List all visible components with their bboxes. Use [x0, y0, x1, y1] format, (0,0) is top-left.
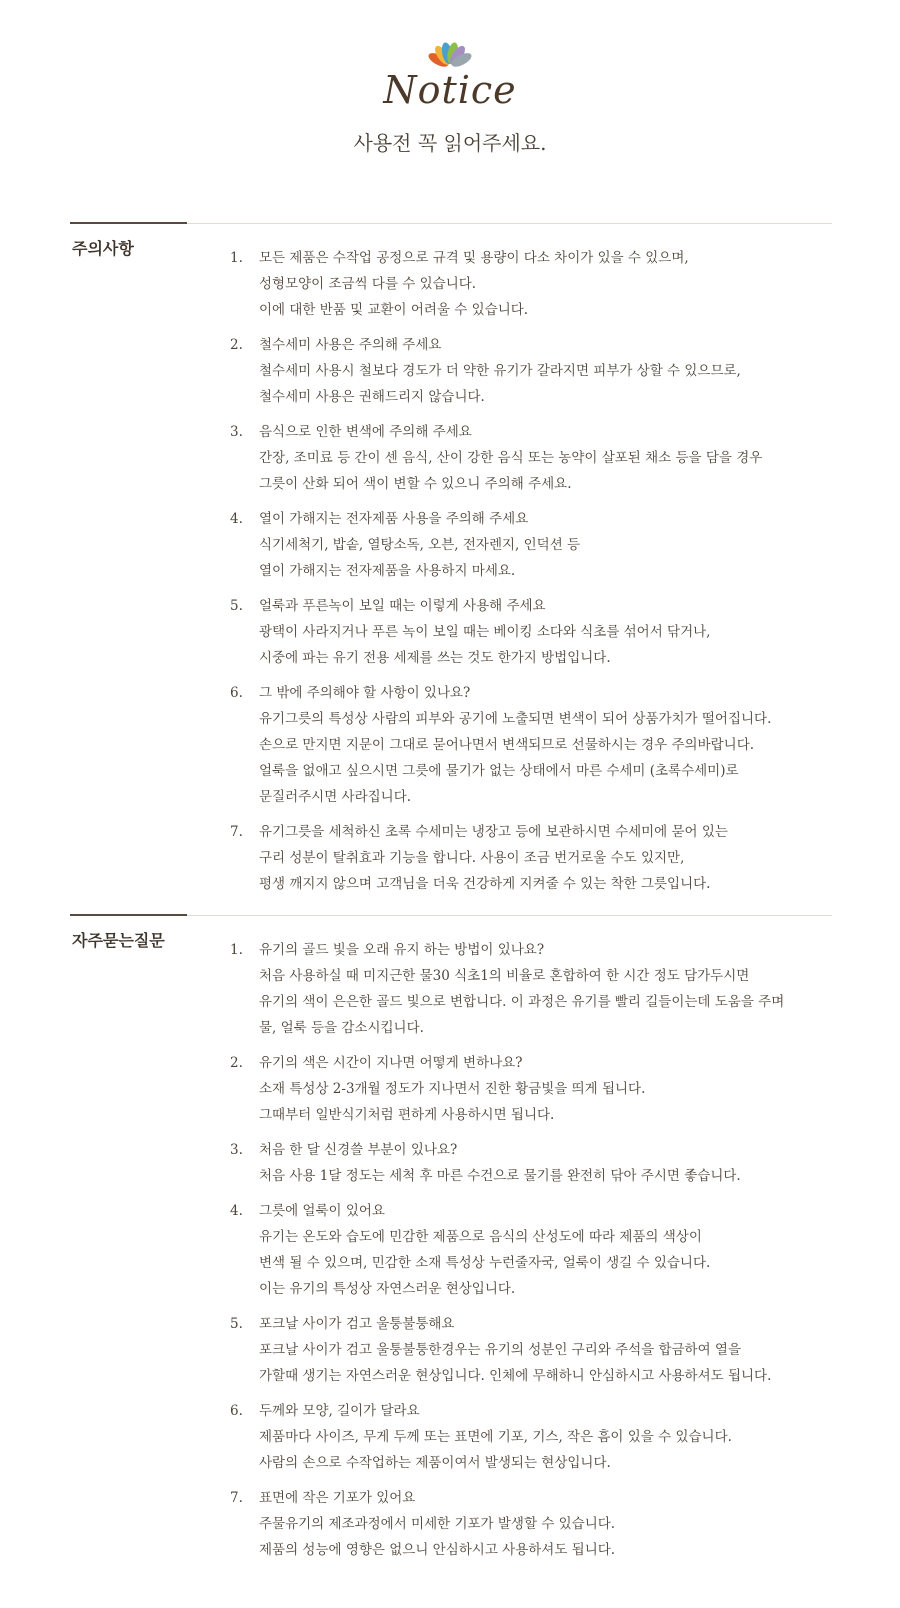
list-item — [230, 1485, 830, 1563]
item-heading: 그 밖에 주의해야 할 사항이 있나요? — [259, 685, 471, 701]
item-number: 7. — [230, 824, 243, 840]
item-heading: 두께와 모양, 길이가 달라요 — [259, 1403, 420, 1419]
item-text: 가할때 생기는 자연스러운 현상입니다. 인체에 무해하니 안심하시고 사용하셔도 됩니다. — [259, 1368, 772, 1384]
item-text: 변색 될 수 있으며, 민감한 소재 특성상 누런줄자국, 얼룩이 생길 수 있습니다. — [259, 1255, 711, 1271]
item-number: 6. — [230, 685, 243, 701]
item-number: 3. — [230, 424, 243, 440]
item-heading: 유기의 색은 시간이 지나면 어떻게 변하나요? — [259, 1055, 523, 1071]
list-item — [230, 1050, 830, 1128]
page-subtitle: 사용전 꼭 읽어주세요. — [353, 131, 547, 155]
item-heading: 열이 가해지는 전자제품 사용을 주의해 주세요 — [259, 511, 529, 527]
list-item — [230, 245, 830, 323]
item-text: 처음 사용 1달 정도는 세척 후 마른 수건으로 물기를 완전히 닦아 주시면 좋습니다. — [259, 1168, 741, 1184]
item-number: 6. — [230, 1403, 243, 1419]
item-heading: 얼룩과 푸른녹이 보일 때는 이렇게 사용해 주세요 — [259, 598, 546, 614]
item-number: 2. — [230, 1055, 243, 1071]
item-number: 5. — [230, 1316, 243, 1332]
item-heading: 모든 제품은 수작업 공정으로 규격 및 용량이 다소 차이가 있을 수 있으며, — [259, 250, 689, 266]
item-text: 구리 성분이 탈취효과 기능을 합니다. 사용이 조금 번거로울 수도 있지만, — [259, 850, 685, 866]
item-text: 주물유기의 제조과정에서 미세한 기포가 발생할 수 있습니다. — [259, 1516, 616, 1532]
item-heading: 유기의 골드 빛을 오래 유지 하는 방법이 있나요? — [259, 942, 545, 958]
item-text: 철수세미 사용은 권해드리지 않습니다. — [259, 389, 485, 405]
section-divider-accent — [70, 914, 187, 916]
item-text: 시중에 파는 유기 전용 세제를 쓰는 것도 한가지 방법입니다. — [259, 650, 611, 666]
item-number: 5. — [230, 598, 243, 614]
item-text: 이에 대한 반품 및 교환이 어려울 수 있습니다. — [259, 302, 529, 318]
item-text: 그릇이 산화 되어 색이 변할 수 있으니 주의해 주세요. — [259, 476, 572, 492]
cautions-list — [230, 245, 830, 906]
item-heading: 처음 한 달 신경쓸 부분이 있나요? — [259, 1142, 458, 1158]
list-item — [230, 506, 830, 584]
fan-petal-logo-icon — [425, 40, 475, 68]
item-text: 식기세척기, 밥솥, 열탕소독, 오븐, 전자렌지, 인덕션 등 — [259, 537, 581, 553]
item-number: 1. — [230, 942, 243, 958]
item-heading: 음식으로 인한 변색에 주의해 주세요 — [259, 424, 472, 440]
list-item — [230, 1398, 830, 1476]
section-title-faq: 자주묻는질문 — [72, 931, 165, 950]
item-number: 4. — [230, 1203, 243, 1219]
list-item — [230, 937, 830, 1041]
item-text: 문질러주시면 사라집니다. — [259, 789, 412, 805]
item-text: 열이 가해지는 전자제품을 사용하지 마세요. — [259, 563, 516, 579]
list-item — [230, 680, 830, 810]
faq-list — [230, 937, 830, 1572]
item-text: 제품의 성능에 영향은 없으니 안심하시고 사용하셔도 됩니다. — [259, 1542, 616, 1558]
item-text: 얼룩을 없애고 싶으시면 그릇에 물기가 없는 상태에서 마른 수세미 (초록수세미)로 — [259, 763, 739, 779]
section-title-cautions: 주의사항 — [72, 239, 134, 258]
item-text: 이는 유기의 특성상 자연스러운 현상입니다. — [259, 1281, 516, 1297]
notice-title: Notice — [383, 68, 517, 112]
item-text: 포크날 사이가 검고 울퉁불퉁한경우는 유기의 성분인 구리와 주석을 합금하여 열을 — [259, 1342, 742, 1358]
item-number: 4. — [230, 511, 243, 527]
list-item — [230, 819, 830, 897]
list-item — [230, 332, 830, 410]
list-item — [230, 419, 830, 497]
list-item — [230, 1137, 830, 1189]
item-text: 제품마다 사이즈, 무게 두께 또는 표면에 기포, 기스, 작은 흠이 있을 수 있습니다. — [259, 1429, 732, 1445]
item-text: 유기는 온도와 습도에 민감한 제품으로 음식의 산성도에 따라 제품의 색상이 — [259, 1229, 702, 1245]
section-divider-accent — [70, 222, 187, 224]
item-text: 철수세미 사용시 철보다 경도가 더 약한 유기가 갈라지면 피부가 상할 수 있으므로, — [259, 363, 741, 379]
item-heading: 유기그릇을 세척하신 초록 수세미는 냉장고 등에 보관하시면 수세미에 묻어 있는 — [259, 824, 728, 840]
item-number: 7. — [230, 1490, 243, 1506]
list-item — [230, 1198, 830, 1302]
item-text: 처음 사용하실 때 미지근한 물30 식초1의 비율로 혼합하여 한 시간 정도 담가두시면 — [259, 968, 750, 984]
list-item — [230, 593, 830, 671]
item-text: 유기그릇의 특성상 사람의 피부와 공기에 노출되면 변색이 되어 상품가치가 떨어집니다. — [259, 711, 772, 727]
item-heading: 철수세미 사용은 주의해 주세요 — [259, 337, 442, 353]
item-number: 2. — [230, 337, 243, 353]
item-text: 광택이 사라지거나 푸른 녹이 보일 때는 베이킹 소다와 식초를 섞어서 닦거나, — [259, 624, 711, 640]
item-text: 간장, 조미료 등 간이 센 음식, 산이 강한 음식 또는 농약이 살포된 채소 등을 담을 경우 — [259, 450, 763, 466]
item-text: 그때부터 일반식기처럼 편하게 사용하시면 됩니다. — [259, 1107, 555, 1123]
item-text: 유기의 색이 은은한 골드 빛으로 변합니다. 이 과정은 유기를 빨리 길들이는데 도움을 주며 — [259, 994, 785, 1010]
item-heading: 그릇에 얼룩이 있어요 — [259, 1203, 385, 1219]
item-text: 물, 얼룩 등을 감소시킵니다. — [259, 1020, 424, 1036]
item-heading: 표면에 작은 기포가 있어요 — [259, 1490, 416, 1506]
notice-header — [0, 40, 900, 156]
item-text: 사람의 손으로 수작업하는 제품이여서 발생되는 현상입니다. — [259, 1455, 611, 1471]
item-number: 1. — [230, 250, 243, 266]
item-number: 3. — [230, 1142, 243, 1158]
item-text: 손으로 만지면 지문이 그대로 묻어나면서 변색되므로 선물하시는 경우 주의바랍니다. — [259, 737, 755, 753]
item-text: 성형모양이 조금씩 다를 수 있습니다. — [259, 276, 477, 292]
item-text: 소재 특성상 2-3개월 정도가 지나면서 진한 황금빛을 띄게 됩니다. — [259, 1081, 646, 1097]
item-heading: 포크날 사이가 검고 울퉁불퉁해요 — [259, 1316, 455, 1332]
item-text: 평생 깨지지 않으며 고객님을 더욱 건강하게 지켜줄 수 있는 착한 그릇입니다. — [259, 876, 711, 892]
list-item — [230, 1311, 830, 1389]
